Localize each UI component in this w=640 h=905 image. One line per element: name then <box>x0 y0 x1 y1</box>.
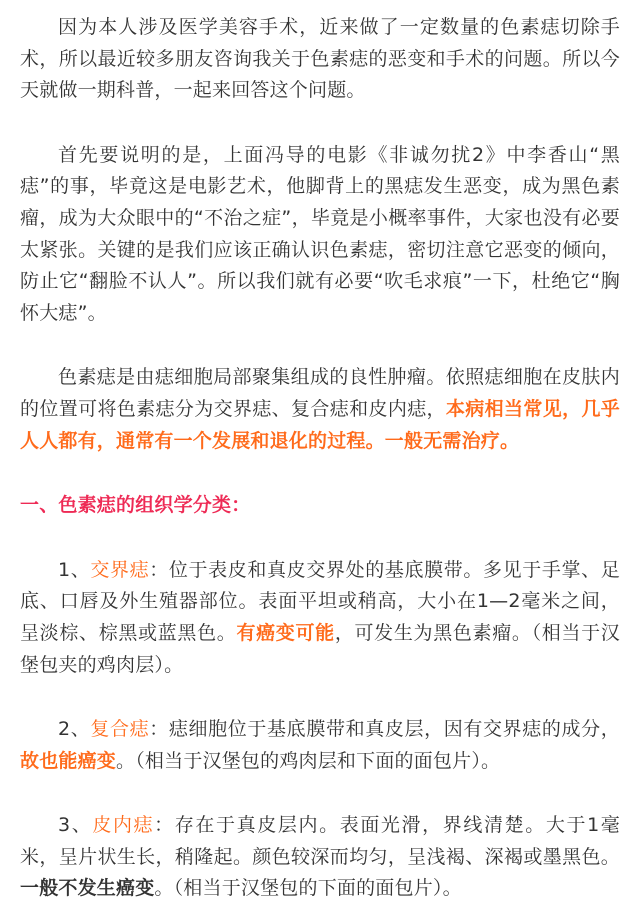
item-term: 复合痣 <box>90 718 150 741</box>
item-description: ：存在于真皮层内。表面光滑，界线清楚。大于1毫米，呈片状生长，稍隆起。颜色较深而均匀，呈浅褐、深褐或墨黑色。 <box>20 814 620 868</box>
item-number: 3、 <box>58 814 93 837</box>
definition-text: 色素痣是由痣细胞局部聚集组成的良性肿瘤。依照痣细胞在皮肤内的位置可将色素痣分为交界痣、复合痣和皮内痣， <box>20 366 620 420</box>
item-description: ：痣细胞位于基底膜带和真皮层，因有交界痣的成分， <box>149 718 620 741</box>
item-highlight: 故也能癌变 <box>20 749 117 772</box>
item-note: 。（相当于汉堡包的鸡肉层和下面的面包片）。 <box>116 749 501 772</box>
item-description: ：位于表皮和真皮交界处的基底膜带。多见于手掌、足底、口唇及外生殖器部位。表面平坦或稍高，大小在1—2毫米之间，呈淡棕、棕黑或蓝黑色。 <box>20 558 620 644</box>
context-paragraph: 首先要说明的是，上面冯导的电影《非诚勿扰2》中李香山“黑痣”的事，毕竟这是电影艺术，他脚背上的黑痣发生恶变，成为黑色素瘤，成为大众眼中的“不治之症”，毕竟是小概率事件，大家也没有必要太紧张。关键的是我们应该正确认识色素痣，密切注意它恶变的倾向，防止它“翻脸不认人”。所以我们就有必要“吹毛求痕”一下，杜绝它“胸怀大痣”。 <box>20 143 620 324</box>
section-heading: 一、色素痣的组织学分类： <box>20 494 251 517</box>
item-number: 2、 <box>58 718 91 741</box>
definition-highlight: 本病相当常见，几乎人人都有，通常有一个发展和退化的过程。一般无需治疗。 <box>20 397 620 452</box>
intro-paragraph: 因为本人涉及医学美容手术，近来做了一定数量的色素痣切除手术，所以最近较多朋友咨询我关于色素痣的恶变和手术的问题。所以今天就做一期科普，一起来回答这个问题。 <box>20 16 620 102</box>
item-note: 。（相当于汉堡包的下面的面包片）。 <box>154 877 462 900</box>
item-highlight: 有癌变可能 <box>236 621 335 644</box>
classification-item-intradermal <box>20 810 620 905</box>
classification-item-junctional <box>20 555 620 681</box>
definition-paragraph <box>20 362 620 457</box>
classification-item-compound <box>20 714 620 777</box>
item-number: 1、 <box>58 558 91 581</box>
item-term: 皮内痣 <box>92 814 155 837</box>
item-bold-note: 一般不发生癌变 <box>20 877 155 900</box>
item-term: 交界痣 <box>90 558 150 581</box>
item-note: ，可发生为黑色素瘤。（相当于汉堡包夹的鸡肉层）。 <box>20 621 620 676</box>
